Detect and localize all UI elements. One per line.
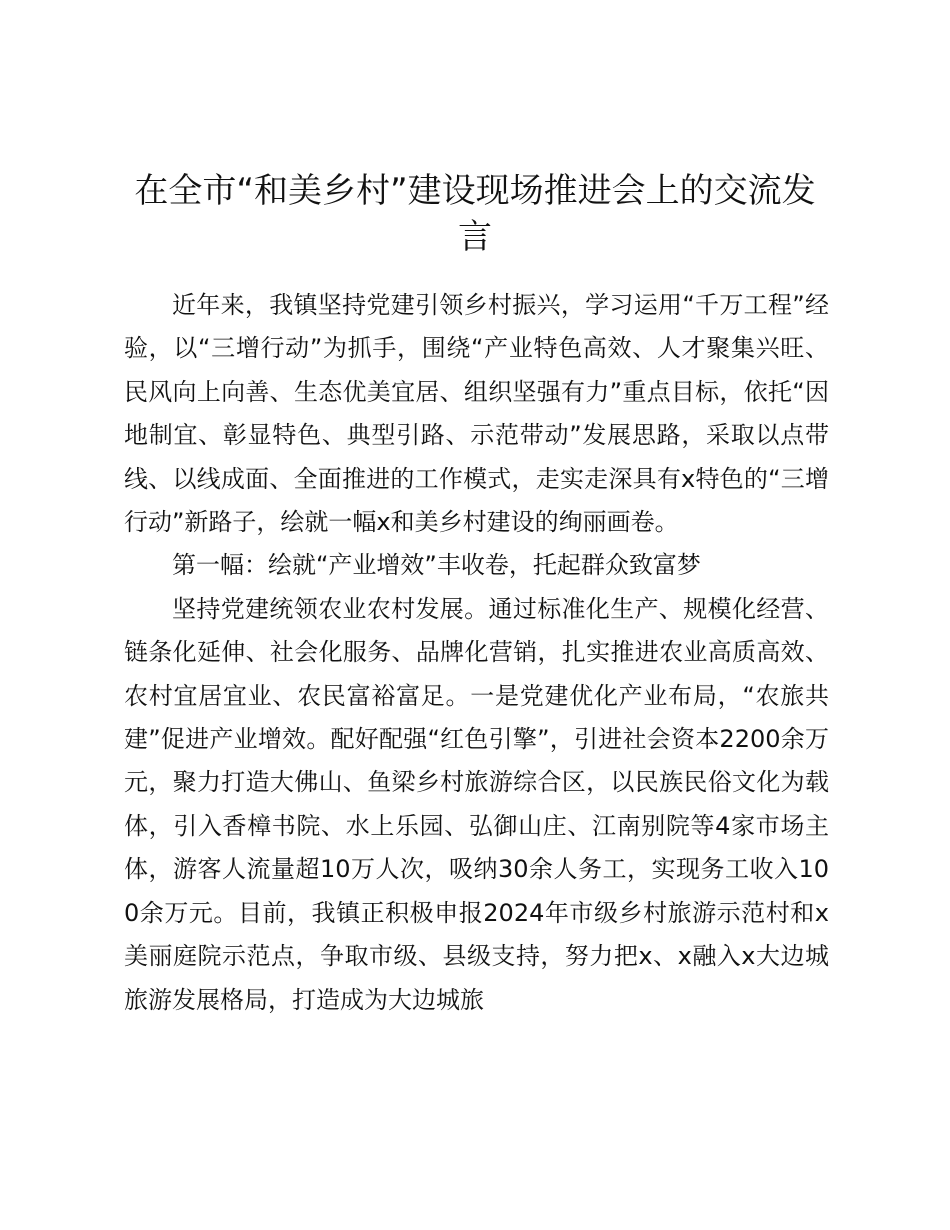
section-paragraph: 坚持党建统领农业农村发展。通过标准化生产、规模化经营、链条化延伸、社会化服务、品牌化营销，扎实推进农业高质高效、农村宜居宜业、农民富裕富足。一是党建优化产业布局，“农旅共建”促进产业增效。配好配强“红色引擎”，引进社会资本2200余万元，聚力打造大佛山、鱼梁乡村旅游综合区，以民族民俗文化为载体，引入香樟书院、水上乐园、弘御山庄、江南别院等4家市场主体，游客人流量超10万人次，吸纳30余人务工，实现务工收入100余万元。目前，我镇正积极申报2024年市级乡村旅游示范村和x美丽庭院示范点，争取市级、县级支持，努力把x、x融入x大边城旅游发展格局，打造成为大边城旅 — [124, 594, 829, 1014]
intro-paragraph: 近年来，我镇坚持党建引领乡村振兴，学习运用“千万工程”经验，以“三增行动”为抓手，围绕“产业特色高效、人才聚集兴旺、民风向上向善、生态优美宜居、组织坚强有力”重点目标，依托“因地制宜、彰显特色、典型引路、示范带动”发展思路，采取以点带线、以线成面、全面推进的工作模式，走实走深具有x特色的“三增行动”新路子，绘就一幅x和美乡村建设的绚丽画卷。 — [124, 291, 829, 537]
document-body — [124, 284, 829, 1022]
document-title: 在全市“和美乡村”建设现场推进会上的交流发言 — [134, 171, 816, 257]
section-heading: 第一幅：绘就“产业增效”丰收卷，托起群众致富梦 — [172, 551, 701, 580]
